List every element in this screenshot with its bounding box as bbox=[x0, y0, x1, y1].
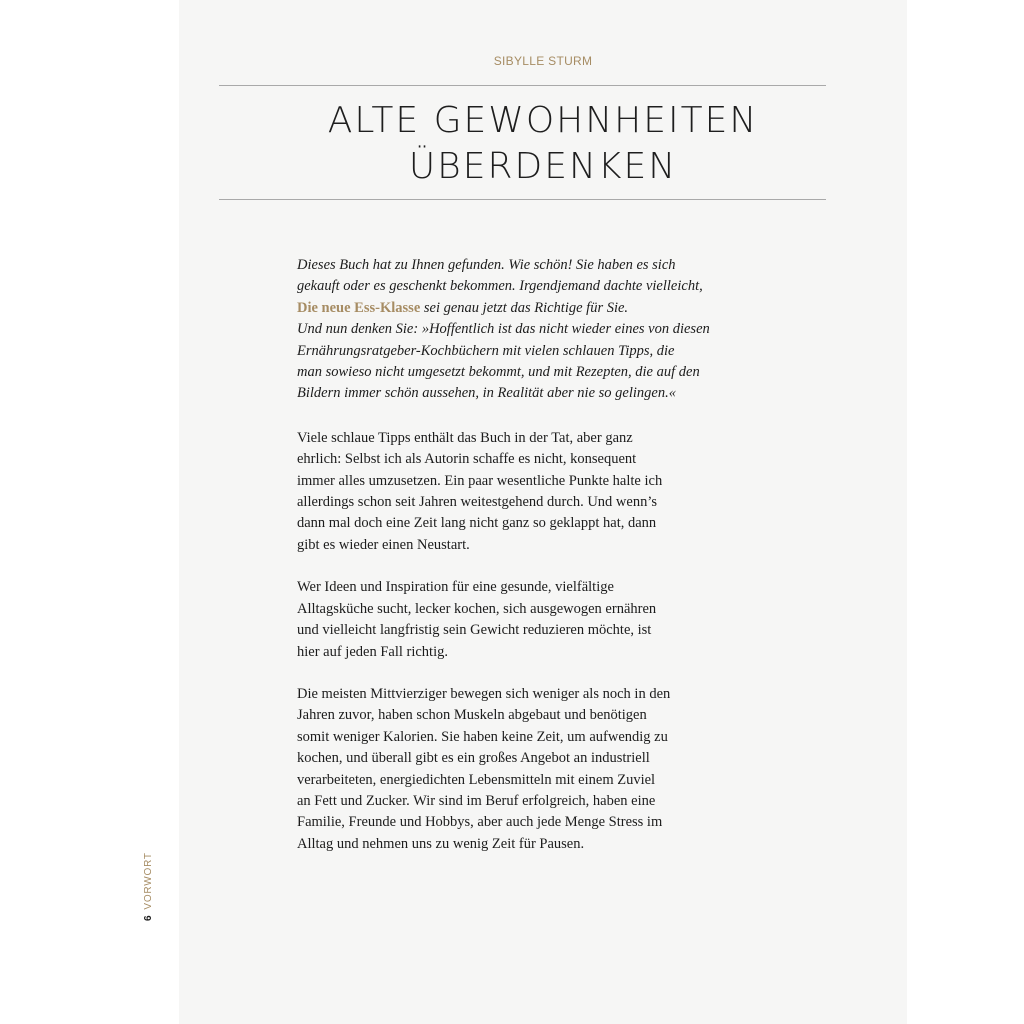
text-line: Bildern immer schön aussehen, in Realität aber nie so gelingen.« bbox=[297, 385, 676, 402]
title-rule-bottom bbox=[219, 199, 826, 200]
text-line: Die meisten Mittvierziger bewegen sich weniger als noch in den bbox=[297, 685, 671, 702]
text-line: verarbeiteten, energiedichten Lebensmitteln mit einem Zuviel bbox=[297, 771, 656, 788]
text-line: und vielleicht langfristig sein Gewicht reduzieren möchte, ist bbox=[297, 622, 652, 639]
text-line: immer alles umzusetzen. Ein paar wesentliche Punkte halte ich bbox=[297, 472, 663, 489]
body-text bbox=[297, 255, 767, 876]
text-line: hier auf jeden Fall richtig. bbox=[297, 643, 448, 660]
text-line: man sowieso nicht umgesetzt bekommt, und mit Rezepten, die auf den bbox=[297, 364, 700, 381]
text-line: gekauft oder es geschenkt bekommen. Irgendjemand dachte vielleicht, bbox=[297, 278, 703, 295]
text-line: Und nun denken Sie: »Hoffentlich ist das nicht wieder eines von diesen bbox=[297, 321, 710, 338]
text-line: gibt es wieder einen Neustart. bbox=[297, 536, 470, 553]
body-paragraph-3 bbox=[297, 684, 767, 855]
page-number: 6 bbox=[143, 914, 154, 921]
section-name: VORWORT bbox=[143, 852, 154, 910]
text-line: kochen, und überall gibt es ein großes Angebot an industriell bbox=[297, 750, 650, 767]
chapter-title bbox=[179, 98, 907, 190]
text-line: Jahren zuvor, haben schon Muskeln abgebaut und benötigen bbox=[297, 707, 647, 724]
text-line: ehrlich: Selbst ich als Autorin schaffe es nicht, konsequent bbox=[297, 451, 637, 468]
text-line: Dieses Buch hat zu Ihnen gefunden. Wie schön! Sie haben es sich bbox=[297, 257, 676, 273]
book-page bbox=[179, 0, 907, 1024]
book-title-highlight: Die neue Ess-Klasse bbox=[297, 299, 421, 316]
body-paragraph-1 bbox=[297, 428, 767, 556]
text-line: Alltag und nehmen uns zu wenig Zeit für Pausen. bbox=[297, 835, 585, 852]
text-line: Familie, Freunde und Hobbys, aber auch jede Menge Stress im bbox=[297, 814, 663, 831]
text-line: Wer Ideen und Inspiration für eine gesunde, vielfältige bbox=[297, 579, 614, 596]
text-line: an Fett und Zucker. Wir sind im Beruf erfolgreich, haben eine bbox=[297, 792, 656, 809]
text-fragment: sei genau jetzt das Richtige für Sie. bbox=[420, 299, 629, 316]
chapter-title-line-2: ÜBERDENKEN bbox=[408, 146, 678, 187]
text-line: somit weniger Kalorien. Sie haben keine Zeit, um aufwendig zu bbox=[297, 728, 668, 745]
text-line: Ernährungsratgeber-Kochbüchern mit vielen schlauen Tipps, die bbox=[297, 342, 675, 359]
chapter-title-line-1: ALTE GEWOHNHEITEN bbox=[327, 100, 759, 141]
text-line: Alltagsküche sucht, lecker kochen, sich ausgewogen ernähren bbox=[297, 600, 657, 617]
text-line: allerdings schon seit Jahren weitestgehend durch. Und wenn’s bbox=[297, 494, 657, 511]
title-rule-top bbox=[219, 85, 826, 86]
text-line: Viele schlaue Tipps enthält das Buch in der Tat, aber ganz bbox=[297, 429, 633, 446]
page-footer bbox=[143, 852, 154, 921]
author-name: SIBYLLE STURM bbox=[493, 54, 593, 68]
body-paragraph-2 bbox=[297, 577, 767, 663]
intro-paragraph bbox=[297, 255, 767, 405]
text-line bbox=[297, 298, 767, 319]
text-line: dann mal doch eine Zeit lang nicht ganz so geklappt hat, dann bbox=[297, 515, 657, 532]
